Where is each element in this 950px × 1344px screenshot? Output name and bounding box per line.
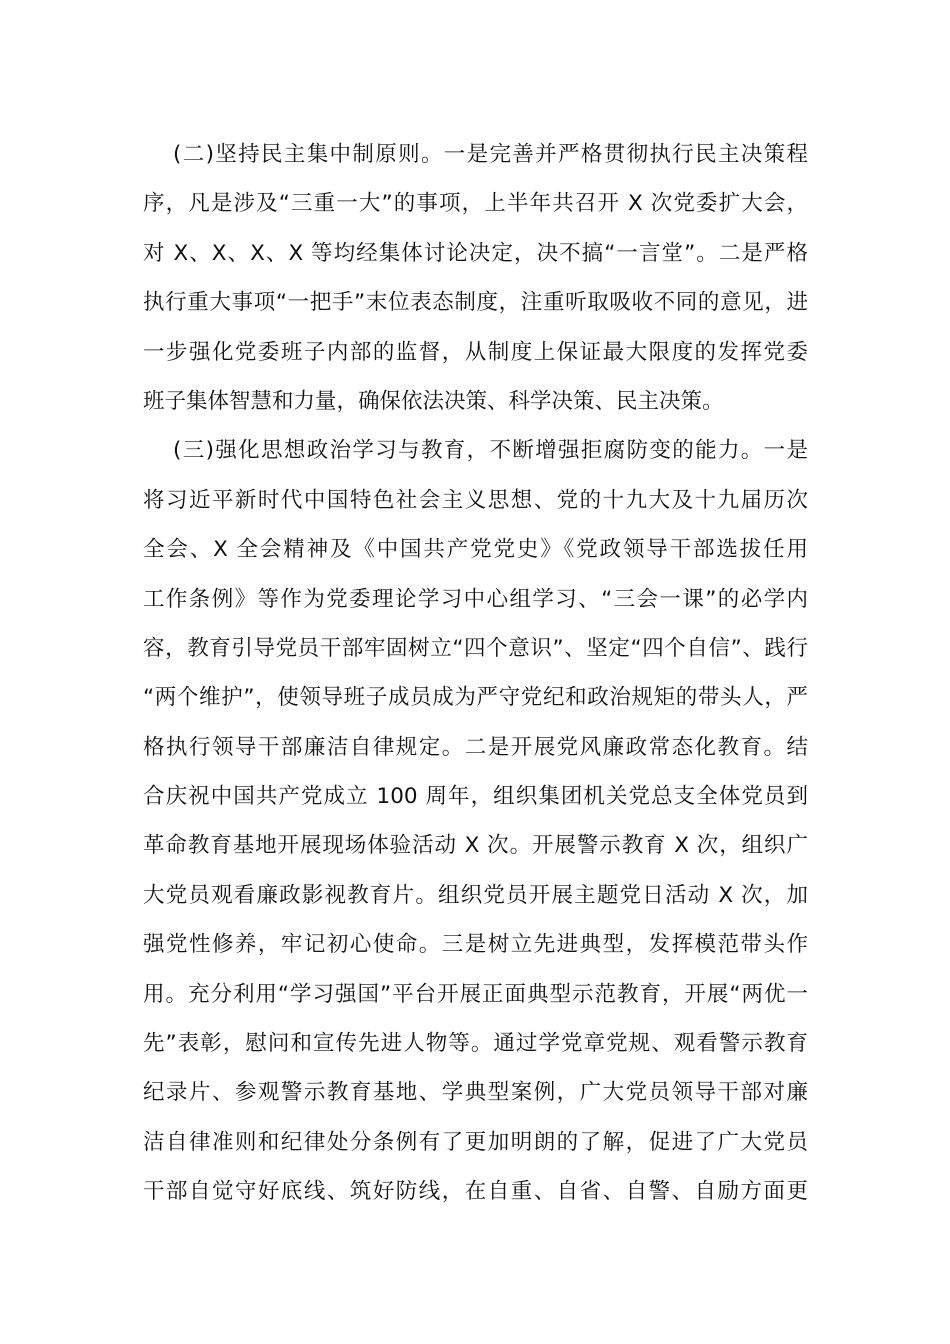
paragraph-3-line-11: 强党性修养，牢记初心使命。三是树立先进典型，发挥模范带头作 bbox=[143, 932, 808, 958]
paragraph-3-line-8: 合庆祝中国共产党成立 100 周年，组织集团机关党总支全体党员到 bbox=[143, 784, 808, 810]
paragraph-3-line-13: 先”表彰，慰问和宣传先进人物等。通过学党章党规、观看警示教育 bbox=[143, 1031, 808, 1057]
body-text bbox=[143, 130, 808, 1217]
paragraph-3-line-16: 干部自觉守好底线、筑好防线，在自重、自省、自警、自励方面更 bbox=[143, 1179, 808, 1205]
paragraph-3-line-1: (三)强化思想政治学习与教育，不断增强拒腐防变的能力。一是 bbox=[173, 438, 808, 464]
paragraph-2-line-5: 一步强化党委班子内部的监督，从制度上保证最大限度的发挥党委 bbox=[143, 339, 808, 365]
paragraph-3-line-12: 用。充分利用“学习强国”平台开展正面典型示范教育，开展“两优一 bbox=[143, 981, 808, 1007]
paragraph-3-line-3: 全会、X 全会精神及《中国共产党党史》《党政领导干部选拔任用 bbox=[143, 537, 808, 563]
paragraph-2-line-2: 序，凡是涉及“三重一大”的事项，上半年共召开 X 次党委扩大会， bbox=[143, 191, 808, 217]
paragraph-2-line-4: 执行重大事项“一把手”末位表态制度，注重听取吸收不同的意见，进 bbox=[143, 290, 808, 316]
paragraph-3-line-4: 工作条例》等作为党委理论学习中心组学习、“三会一课”的必学内 bbox=[143, 586, 808, 612]
paragraph-3-line-9: 革命教育基地开展现场体验活动 X 次。开展警示教育 X 次，组织广 bbox=[143, 833, 808, 859]
paragraph-3-line-14: 纪录片、参观警示教育基地、学典型案例，广大党员领导干部对廉 bbox=[143, 1080, 808, 1106]
paragraph-2-line-1: (二)坚持民主集中制原则。一是完善并严格贯彻执行民主决策程 bbox=[173, 142, 808, 167]
paragraph-3-line-5: 容，教育引导党员干部牢固树立“四个意识”、坚定“四个自信”、践行 bbox=[143, 635, 808, 661]
paragraph-2-line-3: 对 X、X、X、X 等均经集体讨论决定，决不搞“一言堂”。二是严格 bbox=[143, 240, 808, 266]
paragraph-3-line-10: 大党员观看廉政影视教育片。组织党员开展主题党日活动 X 次，加 bbox=[143, 882, 808, 908]
paragraph-3-line-15: 洁自律准则和纪律处分条例有了更加明朗的了解，促进了广大党员 bbox=[143, 1129, 808, 1155]
paragraph-3-line-2: 将习近平新时代中国特色社会主义思想、党的十九大及十九届历次 bbox=[143, 487, 808, 513]
paragraph-2-line-6: 班子集体智慧和力量，确保依法决策、科学决策、民主决策。 bbox=[143, 388, 724, 414]
paragraph-3-line-6: “两个维护”，使领导班子成员成为严守党纪和政治规矩的带头人，严 bbox=[143, 685, 808, 711]
paragraph-3-line-7: 格执行领导干部廉洁自律规定。二是开展党风廉政常态化教育。结 bbox=[143, 734, 808, 760]
